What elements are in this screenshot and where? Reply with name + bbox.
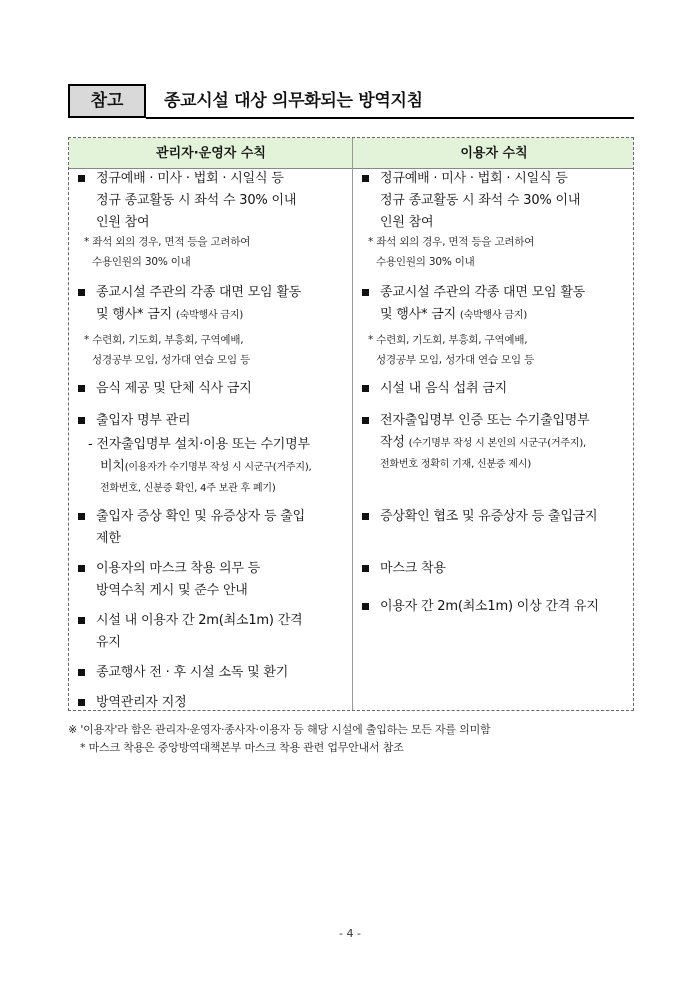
square-bullet-icon [362,513,369,520]
manager-rule-gatherings: 종교시설 주관의 각종 대면 모임 활동 및 행사* 금지 (숙박행사 금지) [78,282,350,327]
manager-rule-seating: 정규예배 · 미사 · 법회 · 시일식 등 정규 종교활동 시 좌석 수 30% 이내 인원 참여 [78,168,350,234]
user-rule-symptom-check: 증상확인 협조 및 유증상자 등 출입금지 [362,506,634,528]
square-bullet-icon [362,417,369,424]
manager-rule-disinfection: 종교행사 전 · 후 시설 소독 및 환기 [78,662,350,684]
user-rule-visitor-log: 전자출입명부 인증 또는 수기출입명부 작성 (수기명부 작성 시 본인의 시군구(거주지), 전화번호 정확히 기재, 신분증 제시) [362,410,632,475]
manager-rule-mask-notice: 이용자의 마스크 착용 의무 등 방역수칙 게시 및 준수 안내 [78,558,350,602]
user-rule-mask: 마스크 착용 [362,558,632,580]
square-bullet-icon [78,565,85,572]
manager-rule-officer: 방역관리자 지정 [78,692,350,714]
manager-note-seating: * 좌석 외의 경우, 면적 등을 고려하여 수용인원의 30% 이내 [84,236,251,268]
square-bullet-icon [78,385,85,392]
user-rule-gatherings: 종교시설 주관의 각종 대면 모임 활동 및 행사* 금지 (숙박행사 금지) [362,282,632,327]
square-bullet-icon [78,617,85,624]
manager-rule-distancing: 시설 내 이용자 간 2m(최소1m) 간격 유지 [78,610,350,654]
column-header-manager: 관리자·운영자 수칙 [156,146,266,161]
user-rule-distancing: 이용자 간 2m(최소1m) 이상 간격 유지 [362,596,634,618]
square-bullet-icon [362,385,369,392]
page-number: - 4 - [339,927,361,940]
user-rule-food: 시설 내 음식 섭취 금지 [362,378,632,400]
square-bullet-icon [78,669,85,676]
square-bullet-icon [78,289,85,296]
footnote-user-definition: ※ '이용자'라 함은 관리자·운영자·종사자·이용자 등 해당 시설에 출입하는 모든 자를 의미함 [68,723,491,736]
square-bullet-icon [78,699,85,706]
square-bullet-icon [78,513,85,520]
manager-rule-food: 음식 제공 및 단체 식사 금지 [78,378,350,400]
manager-note-gatherings: * 수련회, 기도회, 부흥회, 구역예배, 성경공부 모임, 성가대 연습 모임 등 [84,334,251,366]
square-bullet-icon [362,603,369,610]
footnote-mask-guidance: * 마스크 착용은 중앙방역대책본부 마스크 착용 관련 업무안내서 참조 [80,741,404,754]
title-underline [146,117,634,119]
square-bullet-icon [78,417,85,424]
manager-rule-symptom-check: 출입자 증상 확인 및 유증상자 등 출입 제한 [78,506,350,550]
square-bullet-icon [78,175,85,182]
manager-rule-visitor-log: 출입자 명부 관리 [78,410,350,432]
table-header [69,138,633,169]
reference-tag: 참고 [68,84,146,118]
manager-subrule-visitor-log: - 전자출입명부 설치·이용 또는 수기명부 비치(이용자가 수기명부 작성 시 시군구(거주지), 전화번호, 신분증 확인, 4주 보관 후 폐기) [88,437,312,494]
square-bullet-icon [362,565,369,572]
user-rule-seating: 정규예배 · 미사 · 법회 · 시일식 등 정규 종교활동 시 좌석 수 30% 이내 인원 참여 [362,168,632,234]
column-header-user: 이용자 수칙 [460,146,528,161]
user-note-gatherings: * 수련회, 기도회, 부흥회, 구역예배, 성경공부 모임, 성가대 연습 모임 등 [368,334,535,366]
user-note-seating: * 좌석 외의 경우, 면적 등을 고려하여 수용인원의 30% 이내 [368,236,535,268]
square-bullet-icon [362,175,369,182]
square-bullet-icon [362,289,369,296]
column-divider [352,138,353,710]
section-header [68,84,634,120]
page-title: 종교시설 대상 의무화되는 방역지침 [164,91,423,111]
